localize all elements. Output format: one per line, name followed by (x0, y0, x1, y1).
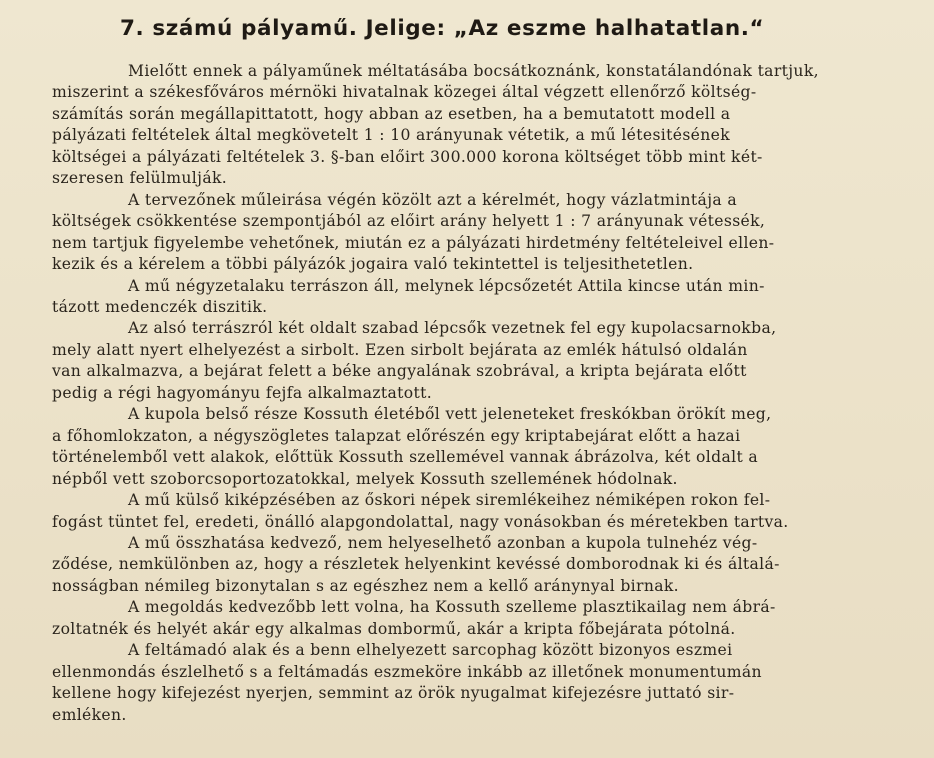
text-line: számítás során megállapittatott, hogy abban az esetben, ha a bemutatott modell a (52, 104, 731, 123)
text-line: A kupola belső része Kossuth életéből vett jeleneteket freskókban örökít meg, (128, 405, 772, 424)
paragraph (52, 533, 904, 597)
text-line: fogást tüntet fel, eredeti, önálló alapgondolattal, nagy vonásokban és méretekben tartva. (52, 512, 789, 531)
text-line: A feltámadó alak és a benn elhelyezett sarcophag között bizonyos eszmei (128, 641, 733, 660)
page-heading: 7. számú pályamű. Jelige: „Az eszme halhatatlan.“ (120, 16, 765, 41)
text-line: miszerint a székesfőváros mérnöki hivatalnak közegei által végzett ellenőrző költség- (52, 83, 757, 102)
text-line: A megoldás kedvezőbb lett volna, ha Kossuth szelleme plasztikailag nem ábrá- (128, 598, 776, 617)
paragraph (52, 61, 904, 190)
paragraph (52, 597, 904, 640)
text-line: emléken. (52, 705, 127, 724)
document-body (52, 61, 904, 726)
text-line: Az alsó terrászról két oldalt szabad lépcsők vezetnek fel egy kupolacsarnokba, (128, 319, 777, 338)
text-line: Mielőtt ennek a pályaműnek méltatásába bocsátkoznánk, konstatálandónak tartjuk, (128, 62, 819, 80)
text-line: zoltatnék és helyét akár egy alkalmas dombormű, akár a kripta főbejárata pótolná. (52, 619, 736, 638)
paragraph (52, 276, 904, 319)
paragraph (52, 490, 904, 533)
text-line: pályázati feltételek által megkövetelt 1 : 10 arányunak vétetik, a mű létesitésének (52, 126, 731, 145)
text-line: A mű összhatása kedvező, nem helyeselhető azonban a kupola tulnehéz vég- (128, 533, 758, 552)
text-line: kezik és a kérelem a többi pályázók jogaira való tekintettel is teljesithetetlen. (52, 255, 694, 274)
text-line: mely alatt nyert elhelyezést a sirbolt. Ezen sirbolt bejárata az emlék hátulsó oldalán (52, 340, 748, 359)
text-line: ellenmondás észlelhető s a feltámadás eszmeköre inkább az illetőnek monumentumán (52, 662, 762, 681)
text-line: költségek csökkentése szempontjából az előirt arány helyett 1 : 7 arányunak vétessék, (52, 212, 766, 231)
text-line: ződése, nemkülönben az, hogy a részletek helyenkint kevéssé domborodnak ki és általá- (52, 555, 780, 574)
text-line: történelemből vett alakok, előttük Kossuth szellemével vannak ábrázolva, két oldalt a (52, 448, 759, 467)
text-line: van alkalmazva, a bejárat felett a béke angyalának szobrával, a kripta bejárata előtt (52, 362, 747, 381)
text-line: költségei a pályázati feltételek 3. §-ban előirt 300.000 korona költséget több mint két- (52, 147, 763, 166)
paragraph (52, 318, 904, 404)
text-line: nem tartjuk figyelembe vehetőnek, miután ez a pályázati hirdetmény feltételeivel ellen- (52, 233, 775, 252)
text-line: kellene hogy kifejezést nyerjen, semmint az örök nyugalmat kifejezésre juttató sir- (52, 684, 735, 703)
text-line: A mű külső kiképzésében az őskori népek siremlékeihez némiképen rokon fel- (128, 491, 771, 510)
text-line: nosságban némileg bizonytalan s az egészhez nem a kellő aránynyal birnak. (52, 576, 679, 595)
paragraph (52, 190, 904, 276)
text-line: tázott medenczék diszitik. (52, 297, 268, 316)
text-line: pedig a régi hagyományu fejfa alkalmaztatott. (52, 383, 433, 402)
text-line: A tervezőnek műleirása végén közölt azt a kérelmét, hogy vázlatmintája a (128, 190, 737, 209)
paragraph (52, 640, 904, 726)
text-line: szeresen felülmulják. (52, 169, 228, 188)
paragraph (52, 404, 904, 490)
text-line: népből vett szoborcsoportozatokkal, melyek Kossuth szellemének hódolnak. (52, 469, 678, 488)
text-line: A mű négyzetalaku terrászon áll, melynek lépcsőzetét Attila kincse után min- (128, 276, 765, 295)
text-line: a főhomlokzaton, a négyszögletes talapzat előrészén egy kriptabejárat előtt a hazai (52, 426, 741, 445)
